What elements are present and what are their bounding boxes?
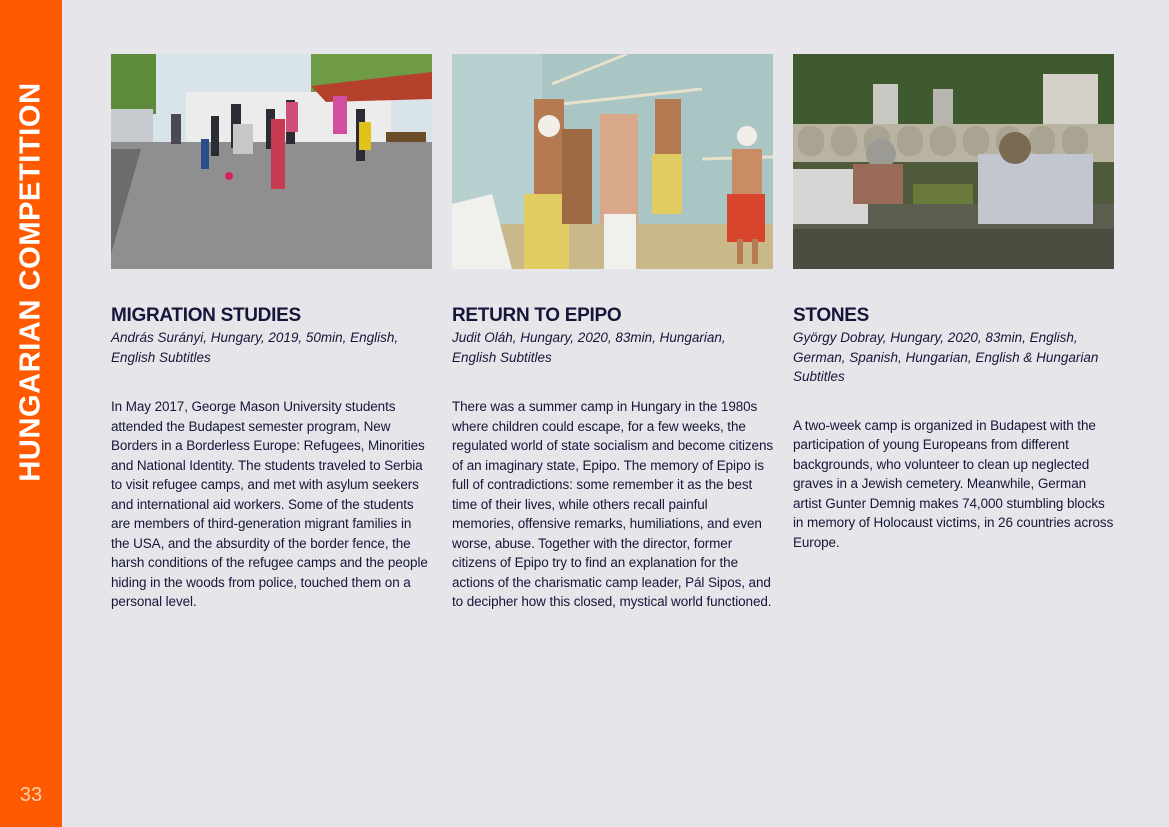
- section-title: HUNGARIAN COMPETITION: [14, 82, 47, 482]
- film-credits: András Surányi, Hungary, 2019, 50min, English, English Subtitles: [111, 330, 399, 365]
- film-still-migration-studies: [111, 54, 432, 269]
- film-title: RETURN TO EPIPO: [452, 305, 622, 326]
- film-entry-return-to-epipo: [452, 54, 773, 612]
- film-title: MIGRATION STUDIES: [111, 305, 301, 326]
- film-credits: György Dobray, Hungary, 2020, 83min, English, German, Spanish, Hungarian, English & Hungarian Subtitles: [793, 330, 1099, 384]
- film-title: STONES: [793, 305, 869, 326]
- film-synopsis: There was a summer camp in Hungary in the 1980s where children could escape, for a few weeks, the regulated world of state socialism and become citizens of an imaginary state, Epipo. The memory of Epipo is full of contradictions: some remember it as the best time of their lives, while others recall painful memories, offensive remarks, humiliations, and even worse, abuse. Together with the director, former citizens of Epipo try to find an explanation for the actions of the charismatic camp leader, Pál Sipos, and to decipher how this closed, mystical world functioned.: [452, 399, 774, 609]
- sidebar: [0, 0, 62, 827]
- film-synopsis: In May 2017, George Mason University students attended the Budapest semester program, New Borders in a Borderless Europe: Refugees, Minorities and National Identity. The students traveled to Serbia to visit refugee camps, and met with asylum seekers and international aid workers. Some of the students are members of third-generation migrant families in the USA, and the absurdity of the border fence, the harsh conditions of the refugee camps and the people hiding in the woods from police, touched them on a personal level.: [111, 399, 428, 609]
- page-number: 33: [19, 784, 43, 806]
- film-still-return-to-epipo: [452, 54, 773, 269]
- film-credits: Judit Oláh, Hungary, 2020, 83min, Hungarian, English Subtitles: [452, 330, 726, 365]
- film-entry-stones: [793, 54, 1114, 552]
- film-still-stones: [793, 54, 1114, 269]
- film-entry-migration-studies: [111, 54, 432, 612]
- film-synopsis: A two-week camp is organized in Budapest with the participation of young Europeans from different backgrounds, who volunteer to clean up neglected graves in a Jewish cemetery. Meanwhile, German artist Gunter Demnig makes 74,000 stumbling blocks in memory of Holocaust victims, in 26 countries across Europe.: [793, 417, 1114, 550]
